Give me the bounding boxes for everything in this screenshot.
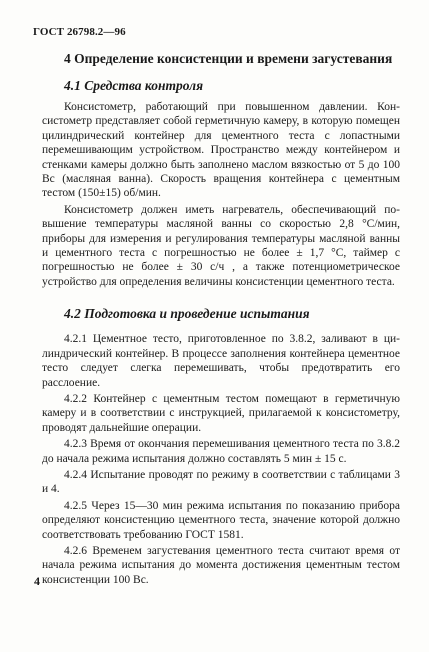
paragraph-4-2-1: 4.2.1 Цементное тесто, приготовленное по 3.8.2, заливают в цилиндрический контейнер. В процессе заполнения контейнера цементное тесто следует слегка перемешивать, чтобы предотвратить его расслоение. <box>42 333 400 389</box>
document-header: ГОСТ 26798.2—96 <box>33 26 126 38</box>
paragraph-4-2-4: 4.2.4 Испытание проводят по режиму в соответствии с таблицами 3 и 4. <box>42 468 400 496</box>
subsection-title-test-procedure: 4.2 Подготовка и проведение испытания <box>64 306 310 322</box>
paragraph-4-2-2: 4.2.2 Контейнер с цементным тестом помещают в герметичную камеру и в соответствии с инструкцией, прилагаемой к консистометру, проводят дальнейшие операции. <box>42 392 400 434</box>
paragraph-4-2-3: 4.2.3 Время от окончания перемешивания цементного теста по 3.8.2 до начала режима испытания должно составлять 5 мин ± 15 с. <box>42 438 400 465</box>
paragraph-4-2-5: 4.2.5 Через 15—30 мин режима испытания по показанию прибора определяют консистенцию цементного теста, значение которой должно соответствовать требованию ГОСТ 1581. <box>42 499 400 541</box>
paragraph: Консистометр должен иметь нагреватель, обеспечивающий повышение температуры масляной ванны со скоростью 2,8 °С/мин, приборы для измерения и регулирования температуры масляной ванны и цементного теста с погрешностью не более ± 1,7 °С, таймер с погрешностью не более ± 30 с/ч , а также потенциометрическое устройство для определения величины консистенции цементного теста. <box>42 203 400 288</box>
document-body <box>42 40 400 589</box>
paragraph-4-2-6: 4.2.6 Временем загустевания цементного теста считают время от начала режима испытания до момента достижения цементным тестом консистенции 100 Вс. <box>42 544 400 586</box>
page-number: 4 <box>34 574 40 588</box>
section-title: 4 Определение консистенции и времени загустевания <box>64 51 393 66</box>
subsection-title-control-means: 4.1 Средства контроля <box>64 78 204 93</box>
paragraph: Консистометр, работающий при повышенном давлении. Консистометр представляет собой герметичную камеру, в которую помещен цилиндрический контейнер для цементного теста с лопастными перемешивающим устройством. Пространство между контейнером и стенками камеры должно быть заполнено маслом вязкостью от 5 до 100 Вс (масляная ванна). Скорость вращения контейнера с цементным тестом (150±15) об/мин. <box>42 101 400 200</box>
